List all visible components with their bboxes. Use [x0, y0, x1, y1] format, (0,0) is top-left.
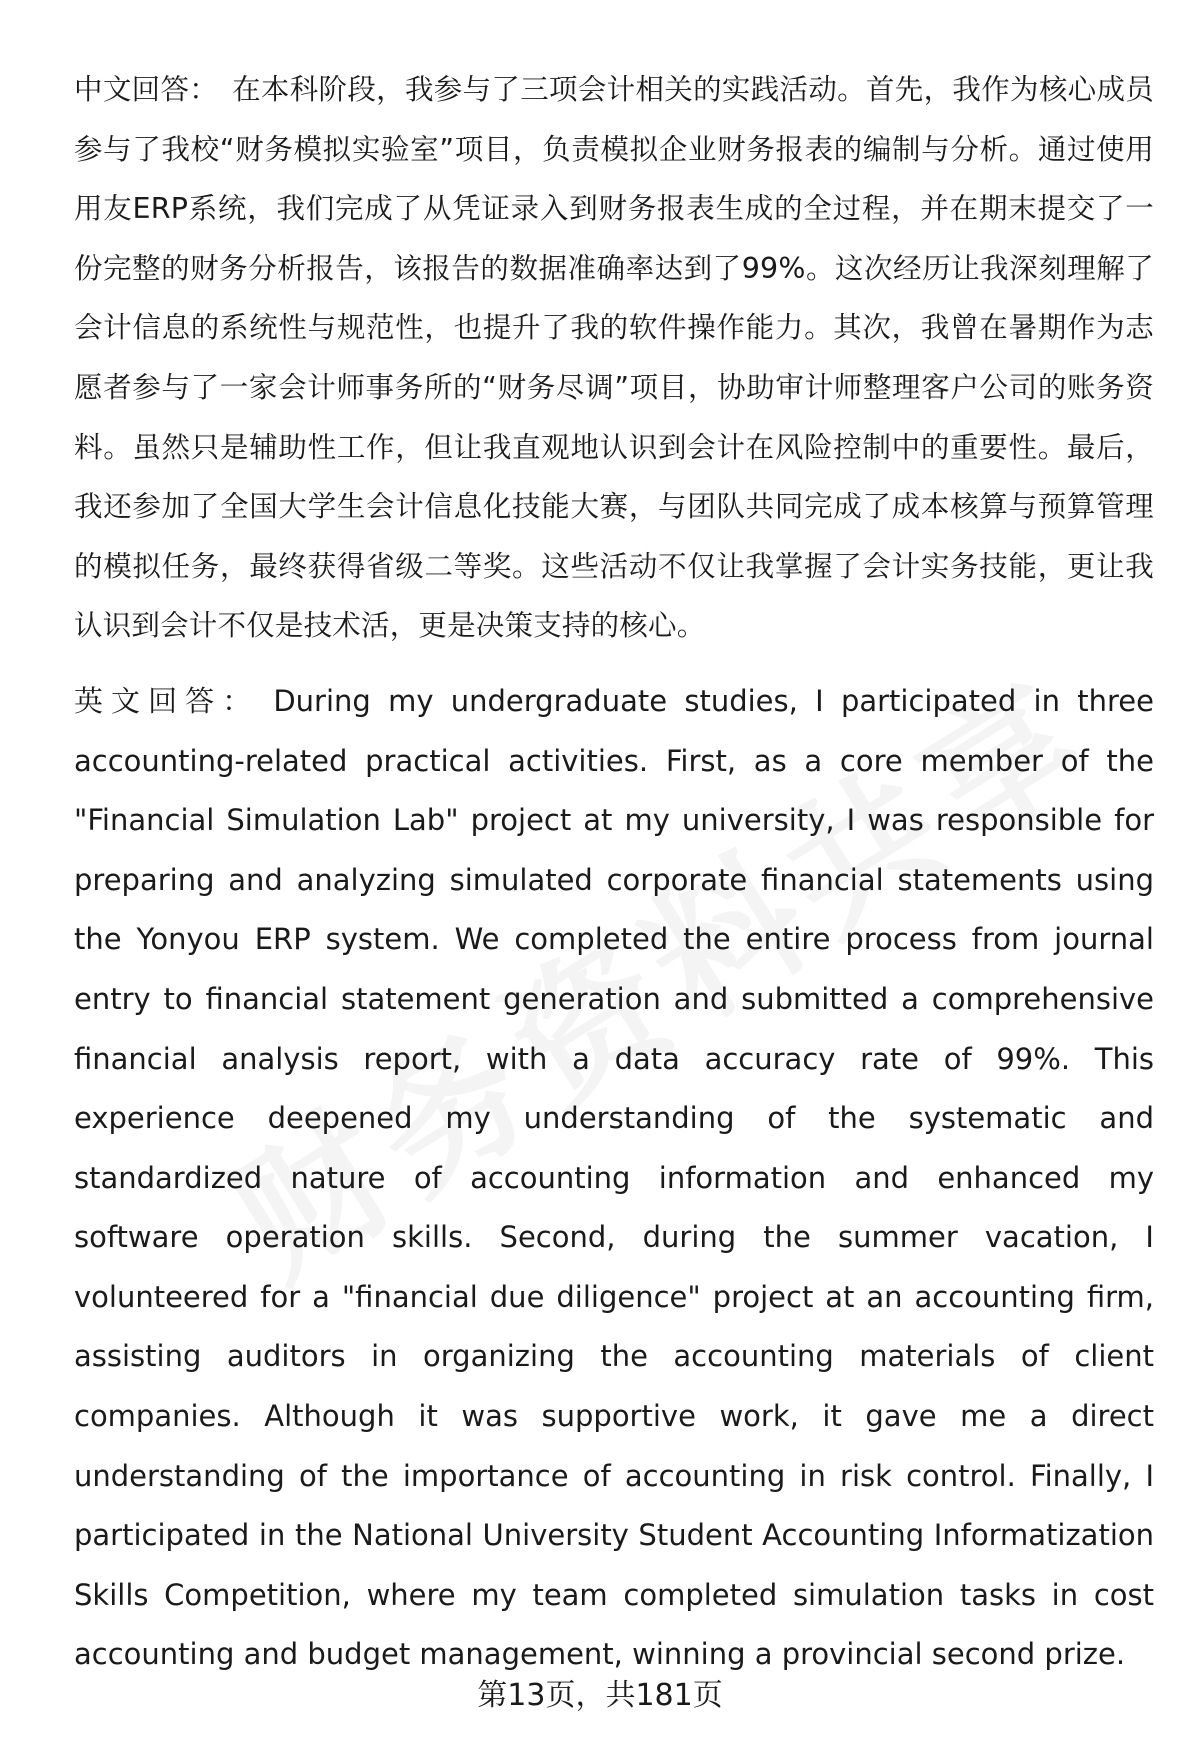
chinese-answer-label: 中文回答： [74, 73, 219, 106]
english-answer-text: During my undergraduate studies, I participated in three accounting-related practical activities. First, as a core member of the "Financial Simulation Lab" project at my university, I was responsible for preparing and analyzing simulated corporate financial statements using the Yonyou ERP system. We completed the entire process from journal entry to financial statement generation and submitted a comprehensive financial analysis report, with a data accuracy rate of 99%. This experience deepened my understanding of the systematic and standardized nature of accounting information and enhanced my software operation skills. Second, during the summer vacation, I volunteered for a "financial due diligence" project at an accounting firm, assisting auditors in organizing the accounting materials of client companies. Although it was supportive work, it gave me a direct understanding of the importance of accounting in risk control. Finally, I participated in the National University Student Accounting Informatization Skills Competition, where my team completed simulation tasks in cost accounting and budget management, winning a provincial second prize. [74, 683, 1154, 1672]
answer-content [74, 60, 1154, 1685]
page-indicator: 第13页，共181页 [477, 1678, 723, 1713]
chinese-answer-paragraph [74, 60, 1154, 656]
english-answer-label: 英文回答： [74, 683, 260, 718]
chinese-answer-text: 在本科阶段，我参与了三项会计相关的实践活动。首先，我作为核心成员参与了我校“财务模拟实验室”项目，负责模拟企业财务报表的编制与分析。通过使用用友ERP系统，我们完成了从凭证录入到财务报表生成的全过程，并在期末提交了一份完整的财务分析报告，该报告的数据准确率达到了99%。这次经历让我深刻理解了会计信息的系统性与规范性，也提升了我的软件操作能力。其次，我曾在暑期作为志愿者参与了一家会计师事务所的“财务尽调”项目，协助审计师整理客户公司的账务资料。虽然只是辅助性工作，但让我直观地认识到会计在风险控制中的重要性。最后，我还参加了全国大学生会计信息化技能大赛，与团队共同完成了成本核算与预算管理的模拟任务，最终获得省级二等奖。这些活动不仅让我掌握了会计实务技能，更让我认识到会计不仅是技术活，更是决策支持的核心。 [74, 73, 1154, 643]
english-answer-paragraph [74, 672, 1154, 1685]
